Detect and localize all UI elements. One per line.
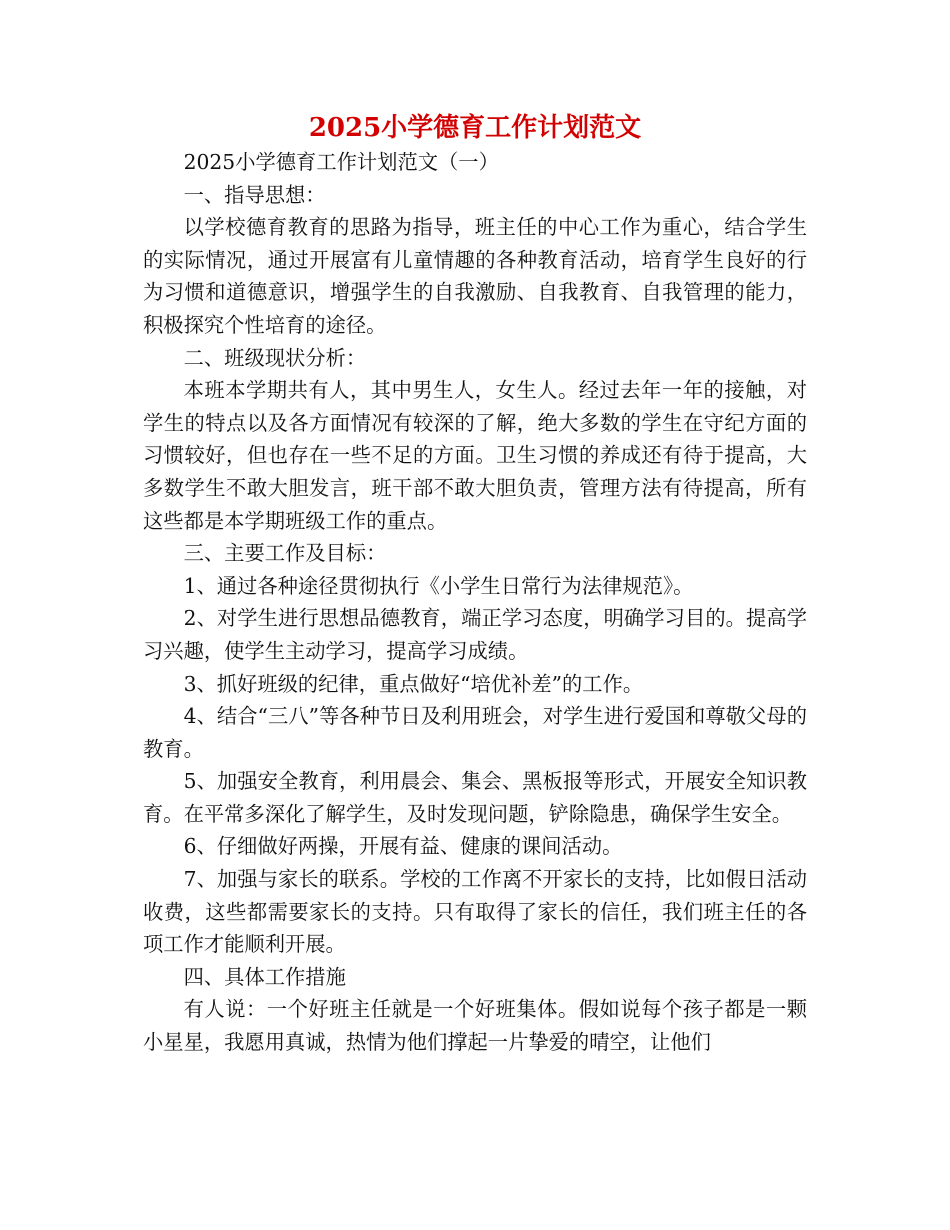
list-item-goal-3: 3、抓好班级的纪律，重点做好“培优补差”的工作。 <box>183 671 644 696</box>
section-heading-guiding-thought: 一、指导思想： <box>183 182 326 207</box>
paragraph-class-analysis: 本班本学期共有人，其中男生人，女生人。经过去年一年的接触，对学生的特点以及各方面情况有较深的了解，绝大多数的学生在守纪方面的习惯较好，但也存在一些不足的方面。卫生习惯的养成还有待于提高，大多数学生不敢大胆发言，班干部不敢大胆负责，管理方法有待提高，所有这些都是本学期班级工作的重点。 <box>143 378 807 533</box>
section-heading-class-analysis: 二、班级现状分析： <box>183 345 367 370</box>
list-item-goal-6: 6、仔细做好两操，开展有益、健康的课间活动。 <box>183 834 623 859</box>
list-item-goal-7: 7、加强与家长的联系。学校的工作离不开家长的支持，比如假日活动收费，这些都需要家长的支持。只有取得了家长的信任，我们班主任的各项工作才能顺利开展。 <box>143 867 807 957</box>
list-item-goal-4: 4、结合“三八”等各种节日及利用班会，对学生进行爱国和尊敬父母的教育。 <box>143 704 807 761</box>
paragraph-guiding-thought: 以学校德育教育的思路为指导，班主任的中心工作为重心，结合学生的实际情况，通过开展富有儿童情趣的各种教育活动，培育学生良好的行为习惯和道德意识，增强学生的自我激励、自我教育、自我管理的能力，积极探究个性培育的途径。 <box>143 215 807 337</box>
list-item-goal-1: 1、通过各种途径贯彻执行《小学生日常行为法律规范》。 <box>183 573 694 598</box>
section-heading-measures: 四、具体工作措施 <box>183 964 346 989</box>
list-item-goal-2: 2、对学生进行思想品德教育，端正学习态度，明确学习目的。提高学习兴趣，使学生主动学习，提高学习成绩。 <box>143 606 807 663</box>
section-heading-subtitle: 2025小学德育工作计划范文（一） <box>183 150 499 174</box>
paragraph-measures: 有人说：一个好班主任就是一个好班集体。假如说每个孩子都是一颗小星星，我愿用真诚，热情为他们撑起一片挚爱的晴空，让他们 <box>143 997 807 1055</box>
section-heading-main-goals: 三、主要工作及目标： <box>183 541 387 566</box>
document-body <box>143 146 807 1059</box>
list-item-goal-5: 5、加强安全教育，利用晨会、集会、黑板报等形式，开展安全知识教育。在平常多深化了解学生，及时发现问题，铲除隐患，确保学生安全。 <box>143 769 807 826</box>
document-title: 2025小学德育工作计划范文 <box>308 113 642 143</box>
